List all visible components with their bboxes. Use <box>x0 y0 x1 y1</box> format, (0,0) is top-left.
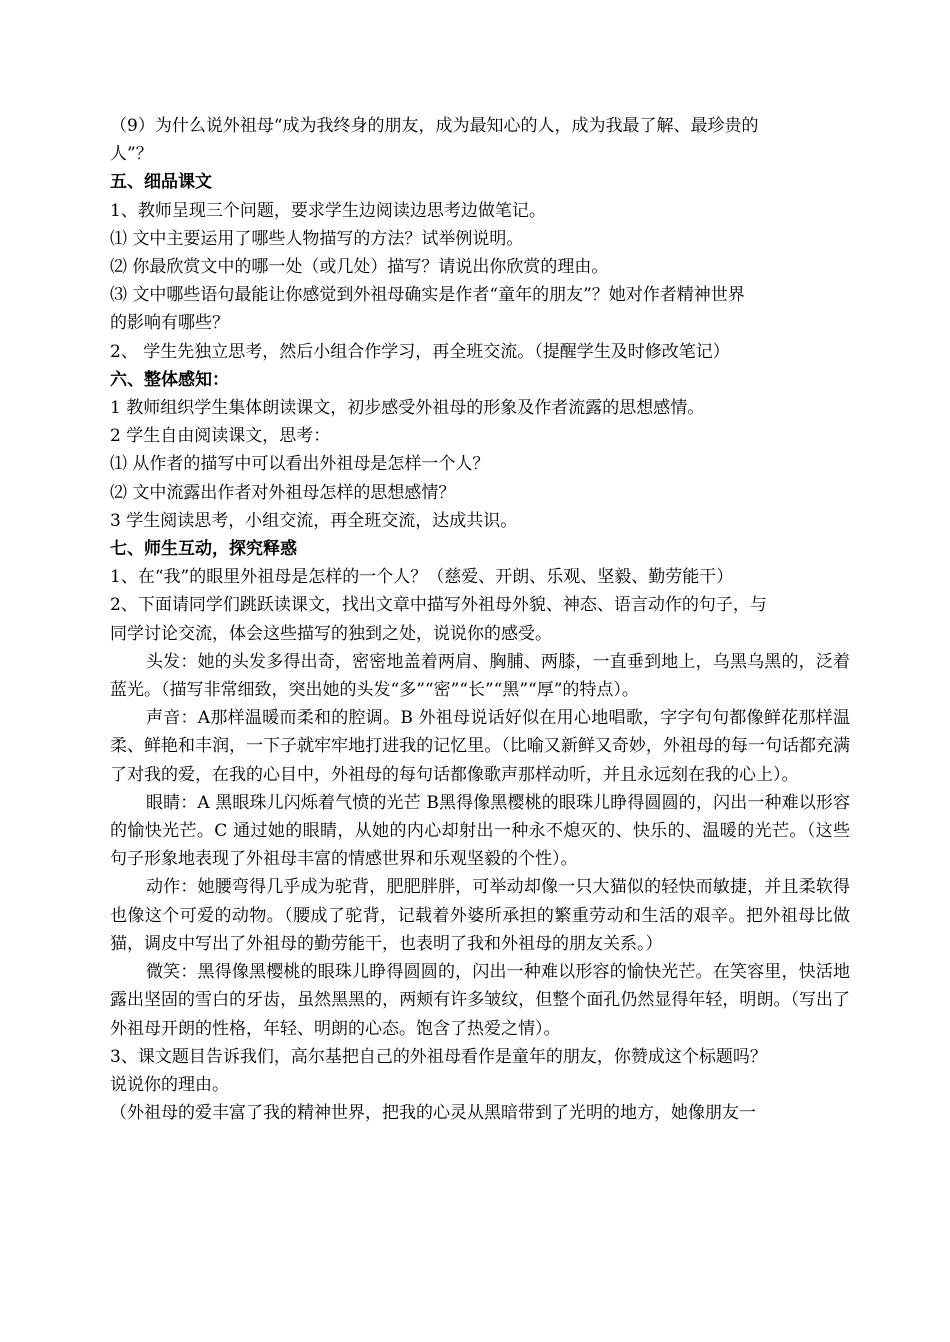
section-5-step-1: 1、教师呈现三个问题，要求学生边阅读边思考边做笔记。 <box>110 200 546 221</box>
section-6-step-2: 2 学生自由阅读课文，思考： <box>110 426 331 447</box>
section-5-question-3-line-1: ⑶ 文中哪些语句最能让你感觉到外祖母确实是作者“童年的朋友”？她对作者精神世界 <box>110 285 745 306</box>
section-7-heading: 七、师生互动，探究释惑 <box>110 539 297 560</box>
section-7-step-3-line-2: 说说你的理由。 <box>110 1074 229 1095</box>
answer-line: （外祖母的爱丰富了我的精神世界，把我的心灵从黑暗带到了光明的地方，她像朋友一 <box>110 1103 756 1124</box>
section-6-question-1: ⑴ 从作者的描写中可以看出外祖母是怎样一个人？ <box>110 454 490 475</box>
document-body <box>110 112 850 1127</box>
paragraph-voice: 声音：A那样温暖而柔和的腔调。B 外祖母说话好似在用心地唱歌，字字句句都像鲜花那样温柔、鲜艳和丰润，一下子就牢牢地打进我的记忆里。（比喻又新鲜又奇妙，外祖母的每一句话都充满了对我的爱，在我的心目中，外祖母的每句话都像歌声那样动听，并且永远刻在我的心上）。 <box>110 708 850 785</box>
section-7-step-3-line-1: 3、课文题目告诉我们，高尔基把自己的外祖母看作是童年的朋友，你赞成这个标题吗？ <box>110 1046 767 1067</box>
section-6-heading: 六、整体感知： <box>110 369 229 390</box>
section-7-step-1: 1、在“我”的眼里外祖母是怎样的一个人？（慈爱、开朗、乐观、坚毅、勤劳能干） <box>110 567 734 588</box>
paragraph-hair: 头发：她的头发多得出奇，密密地盖着两肩、胸脯、两膝，一直垂到地上，乌黑乌黑的，泛着蓝光。（描写非常细致，突出她的头发“多”“密”“长”“黑”“厚”的特点）。 <box>110 651 850 701</box>
section-6-question-2: ⑵ 文中流露出作者对外祖母怎样的思想感情？ <box>110 482 456 503</box>
question-9-line-1: （9）为什么说外祖母“成为我终身的朋友，成为最知心的人，成为我最了解、最珍贵的 <box>110 116 759 136</box>
section-6-step-3: 3 学生阅读思考，小组交流，再全班交流，达成共识。 <box>110 510 518 531</box>
paragraph-eyes: 眼睛：A 黑眼珠儿闪烁着气愤的光芒 B黑得像黑樱桃的眼珠儿睁得圆圆的，闪出一种难以形容的愉快光芒。C 通过她的眼睛，从她的内心却射出一种永不熄灭的、快乐的、温暖的光芒。（这些句子形象地表现了外祖母丰富的情感世界和乐观坚毅的个性）。 <box>110 792 850 870</box>
paragraph-smile: 微笑：黑得像黑樱桃的眼珠儿睁得圆圆的，闪出一种难以形容的愉快光芒。在笑容里，快活地露出坚固的雪白的牙齿，虽然黑黑的，两颊有许多皱纹，但整个面孔仍然显得年轻，明朗。（写出了外祖母开朗的性格，年轻、明朗的心态。饱含了热爱之情）。 <box>110 962 850 1039</box>
section-7-step-2-line-2: 同学讨论交流，体会这些描写的独到之处，说说你的感受。 <box>110 623 552 644</box>
section-5-question-2: ⑵ 你最欣赏文中的哪一处（或几处）描写？请说出你欣赏的理由。 <box>110 257 609 278</box>
section-5-step-2: 2、 学生先独立思考，然后小组合作学习，再全班交流。（提醒学生及时修改笔记） <box>110 341 730 362</box>
section-5-question-3-line-2: 的影响有哪些？ <box>110 313 229 334</box>
section-7-step-2-line-1: 2、下面请同学们跳跃读课文，找出文章中描写外祖母外貌、神态、语言动作的句子，与 <box>110 595 767 616</box>
section-5-question-1: ⑴ 文中主要运用了哪些人物描写的方法？试举例说明。 <box>110 228 524 249</box>
section-6-step-1: 1 教师组织学生集体朗读课文，初步感受外祖母的形象及作者流露的思想感情。 <box>110 398 705 419</box>
section-5-heading: 五、细品课文 <box>110 172 212 193</box>
question-9-line-2: 人”？ <box>110 144 153 165</box>
paragraph-action: 动作：她腰弯得几乎成为驼背，肥肥胖胖，可举动却像一只大猫似的轻快而敏捷，并且柔软得也像这个可爱的动物。（腰成了驼背，记载着外婆所承担的繁重劳动和生活的艰辛。把外祖母比做猫，调皮中写出了外祖母的勤劳能干，也表明了我和外祖母的朋友关系。） <box>110 877 850 954</box>
